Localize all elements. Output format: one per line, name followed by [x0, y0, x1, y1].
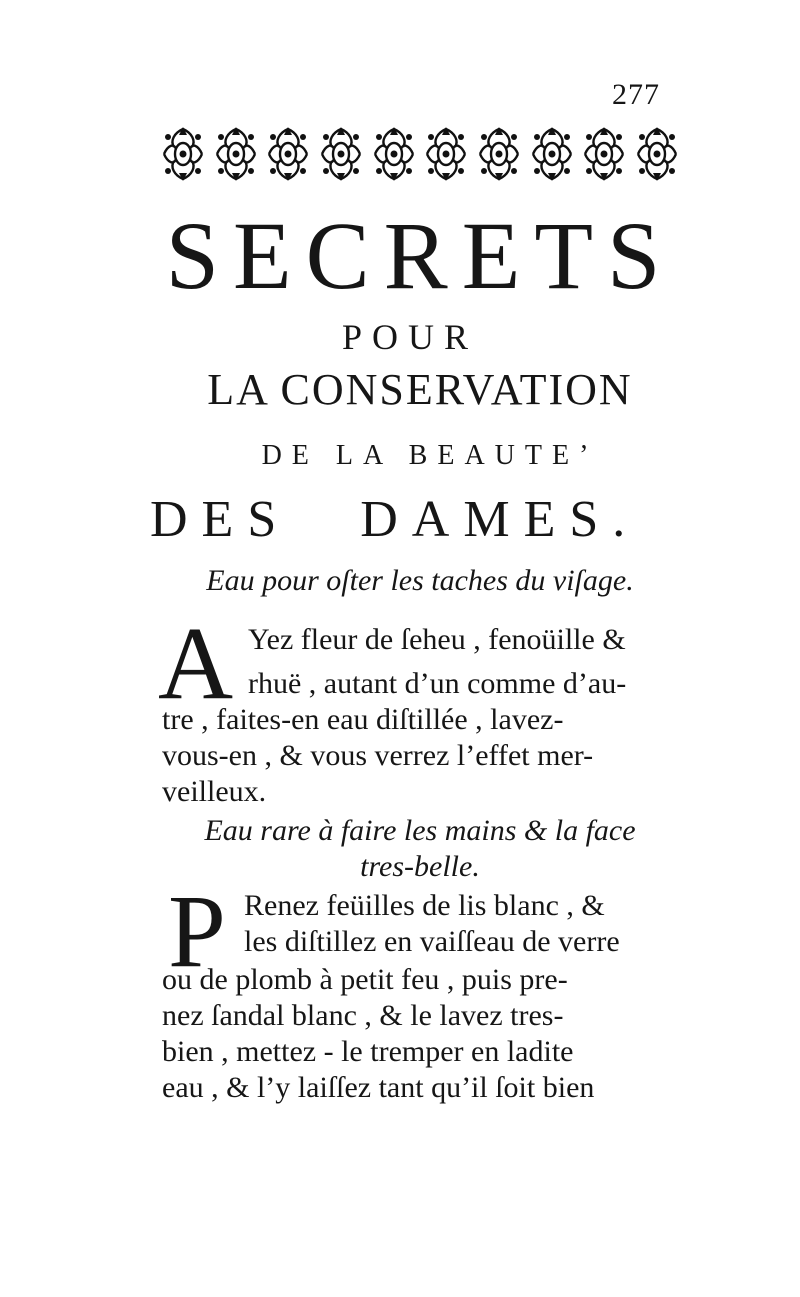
- floral-fleuron-icon: [581, 125, 627, 183]
- subtitle-beaute: DE LA BEAUTE’: [261, 440, 599, 471]
- subtitle-des: DES: [150, 491, 291, 548]
- recipe-2-line: Renez feüilles de lis blanc , &: [244, 889, 605, 922]
- subtitle-dames: DAMES.: [360, 491, 640, 548]
- recipe-1-line: Yez fleur de ſeheu , fenoüille &: [248, 623, 626, 656]
- recipe-1-line: veilleux.: [162, 775, 267, 808]
- recipe-2-heading-line-1: Eau rare à faire les mains & la face: [204, 814, 636, 847]
- recipe-2-line: nez ſandal blanc , & le lavez tres-: [162, 999, 564, 1032]
- recipe-2-line: les diſtillez en vaiſſeau de verre: [244, 925, 620, 958]
- floral-fleuron-icon: [476, 125, 522, 183]
- recipe-1-line: vous-en , & vous verrez l’effet mer-: [162, 739, 594, 772]
- recipe-2-line: ou de plomb à petit feu , puis pre-: [162, 963, 568, 996]
- floral-fleuron-icon: [265, 125, 311, 183]
- floral-fleuron-icon: [634, 125, 680, 183]
- floral-fleuron-icon: [371, 125, 417, 183]
- floral-fleuron-icon: [529, 125, 575, 183]
- recipe-1-line: tre , faites-en eau diſtillée , lavez-: [162, 703, 564, 736]
- page-title: SECRETS: [165, 202, 675, 309]
- subtitle-conservation: LA CONSERVATION: [207, 365, 633, 414]
- recipe-2-heading-line-2: tres-belle.: [360, 850, 480, 883]
- floral-fleuron-icon: [318, 125, 364, 183]
- recipe-1-dropcap: A: [158, 606, 234, 721]
- page-number: 277: [612, 78, 660, 111]
- recipe-2-line: eau , & l’y laiſſez tant qu’il ſoit bien: [162, 1071, 595, 1104]
- subtitle-des-dames: [150, 490, 690, 549]
- floral-fleuron-icon: [213, 125, 259, 183]
- recipe-2-dropcap: P: [168, 874, 226, 989]
- recipe-2-line: bien , mettez - le tremper en ladite: [162, 1035, 574, 1068]
- ornament-band: [160, 122, 680, 186]
- recipe-1-heading: Eau pour oſter les taches du viſage.: [206, 564, 634, 597]
- floral-fleuron-icon: [423, 125, 469, 183]
- subtitle-pour: POUR: [341, 317, 479, 357]
- recipe-1-line: rhuë , autant d’un comme d’au-: [248, 667, 627, 700]
- floral-fleuron-icon: [160, 125, 206, 183]
